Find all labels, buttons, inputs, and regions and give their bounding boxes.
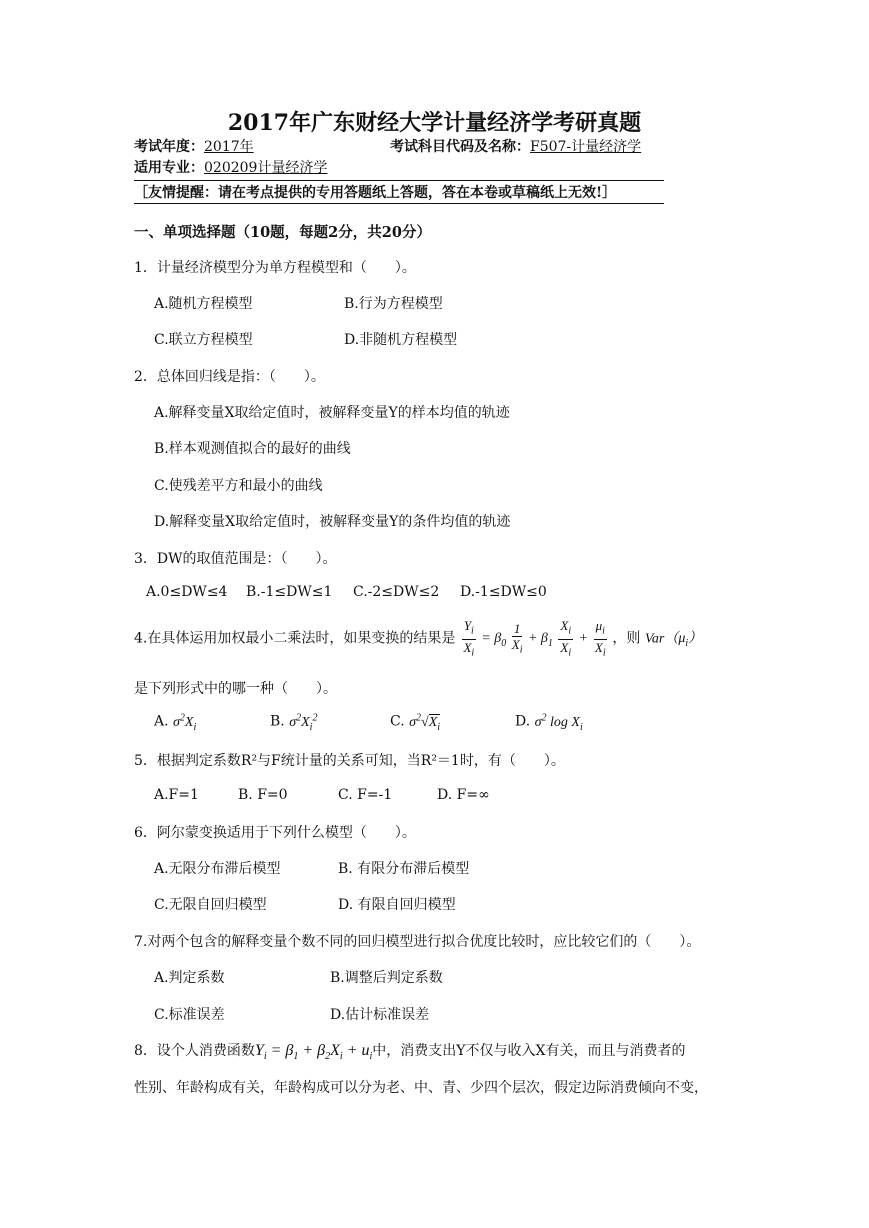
question-5: 5．根据判定系数R²与F统计量的关系可知，当R²＝1时，有（ ）。 (134, 753, 565, 769)
question-2: 2．总体回归线是指：（ ）。 (134, 369, 325, 385)
q2-option-d: D.解释变量X取给定值时，被解释变量Y的条件均值的轨迹 (154, 514, 511, 530)
q6-option-d: D. 有限自回归模型 (338, 897, 456, 913)
section-heading: 一、单项选择题（10题，每题2分，共20分） (134, 224, 431, 241)
question-4-tail: 是下列形式中的哪一种（ ）。 (134, 681, 337, 697)
q3-option-a: A.0≤DW≤4 (146, 584, 228, 600)
q5-option-c: C. F=-1 (338, 787, 393, 803)
q4-option-c: C. $\sigma^2√X_i$ (390, 712, 441, 733)
q5-option-d: D. F=∞ (437, 787, 490, 803)
q6-option-b: B. 有限分布滞后模型 (338, 861, 470, 877)
q7-option-a: A.判定系数 (154, 970, 225, 986)
q2-option-a: A.解释变量X取给定值时，被解释变量Y的样本均值的轨迹 (154, 405, 510, 421)
q1-option-a: A.随机方程模型 (154, 296, 253, 312)
question-4: 4.在具体运用加权最小二乘法时，如果变换的结果是 $\frac{Y_i}{X_i}$ = $\beta_0$ $\frac{1}{X_i}$ + $\beta_1$ $\frac{X_i}{X_i}$ + $\frac{\mu_i}{X_i}$ ，则 $Var(\mu_i)$ (134, 618, 703, 659)
q3-option-d: D.-1≤DW≤0 (460, 584, 547, 600)
q4-option-a: A. $\sigma^2X_i$ (154, 712, 197, 733)
q1-option-d: D.非随机方程模型 (344, 332, 458, 348)
q6-option-a: A.无限分布滞后模型 (154, 861, 281, 877)
exam-year: 考试年度：2017年 (134, 139, 254, 155)
q2-option-b: B.样本观测值拟合的最好的曲线 (154, 441, 351, 457)
exam-notice: ［友情提醒：请在考点提供的专用答题纸上答题，答在本卷或草稿纸上无效!］ (134, 180, 664, 204)
page-title: 2017年广东财经大学计量经济学考研真题 (227, 110, 642, 136)
exam-major: 适用专业：020209计量经济学 (134, 160, 328, 176)
q7-option-d: D.估计标准误差 (330, 1007, 430, 1023)
wls-formula: $\frac{Y_i}{X_i}$ = $\beta_0$ $\frac{1}{X_i}$ + $\beta_1$ $\frac{X_i}{X_i}$ + $\frac{\mu_i}{X_i}$ (463, 618, 606, 659)
question-3: 3．DW的取值范围是：（ ）。 (134, 551, 337, 567)
q5-option-b: B. F=0 (238, 787, 288, 803)
q1-option-c: C.联立方程模型 (154, 332, 253, 348)
q1-option-b: B.行为方程模型 (344, 296, 443, 312)
q4-option-b: B. $\sigma^2X_i^2$ (270, 712, 318, 733)
q2-option-c: C.使残差平方和最小的曲线 (154, 478, 323, 494)
question-6: 6．阿尔蒙变换适用于下列什么模型（ ）。 (134, 825, 416, 841)
q4-option-d: D. $\sigma^2$ $\log X_i$ (515, 712, 583, 733)
question-8: 8．设个人消费函数$Y_i = \beta_1 + \beta_2X_i + u_i$中，消费支出Y不仅与收入X有关，而且与消费者的 (134, 1042, 686, 1063)
q7-option-c: C.标准误差 (154, 1007, 225, 1023)
consumption-function: $Y_i = \beta_1 + \beta_2X_i + u_i$ (254, 1042, 373, 1063)
q5-option-a: A.F=1 (154, 787, 199, 803)
q7-option-b: B.调整后判定系数 (330, 970, 443, 986)
exam-subject: 考试科目代码及名称：F507-计量经济学 (390, 139, 642, 155)
q3-option-b: B.-1≤DW≤1 (246, 584, 333, 600)
question-7: 7.对两个包含的解释变量个数不同的回归模型进行拟合优度比较时，应比较它们的（ ）。 (134, 934, 701, 950)
question-1: 1．计量经济模型分为单方程模型和（ ）。 (134, 260, 416, 276)
q6-option-c: C.无限自回归模型 (154, 897, 267, 913)
question-8-line2: 性别、年龄构成有关，年龄构成可以分为老、中、青、少四个层次，假定边际消费倾向不变， (134, 1080, 708, 1096)
q3-option-c: C.-2≤DW≤2 (353, 584, 440, 600)
